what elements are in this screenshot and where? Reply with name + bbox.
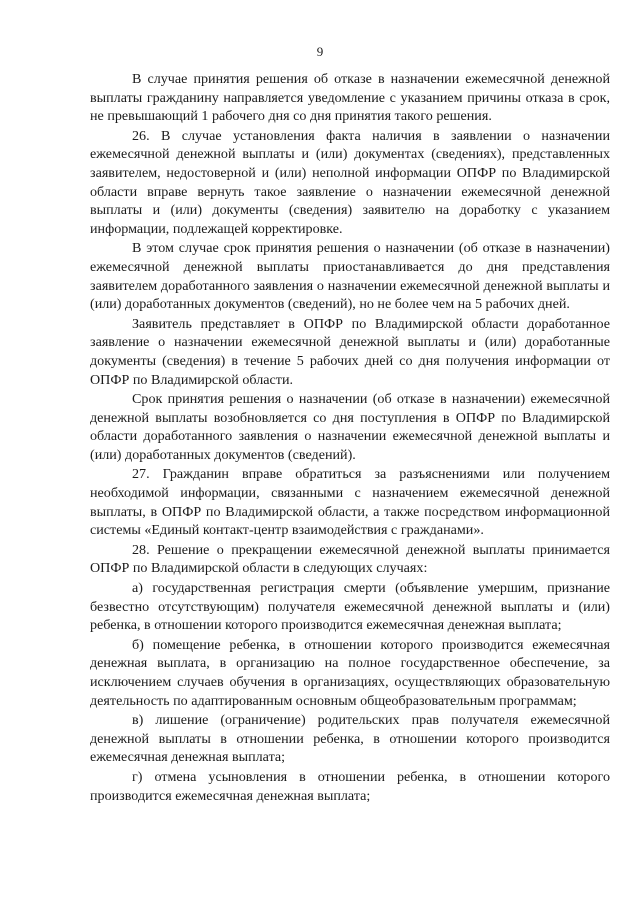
paragraph-revised-submission: Заявитель представляет в ОПФР по Владимирской области доработанное заявление о назначении ежемесячной денежной выплаты и (или) доработанные документы (сведения) в течение 5 рабочих дней со дня получения информации от ОПФР по Владимирской области. [90,315,610,388]
paragraph-term-resumption: Срок принятия решения о назначении (об отказе в назначении) ежемесячной денежной выплаты возобновляется со дня поступления в ОПФР по Владимирской области доработанного заявления о назначении ежемесячной денежной выплаты и (или) доработанных документов (сведений). [90,391,610,463]
list-item-a: а) государственная регистрация смерти (объявление умершим, признание безвестно отсутствующим) получателя ежемесячной денежной выплаты и (или) ребенка, в отношении которого производится ежемесячная денежная выплата; [90,580,610,634]
paragraph-26: 26. В случае установления факта наличия в заявлении о назначении ежемесячной денежной выплаты и (или) документах (сведениях), представленных заявителем, недостоверной и (или) неполной информации ОПФР по Владимирской области вправе вернуть такое заявление о назначении ежемесячной денежной выплаты и (или) документы (сведения) заявителю на доработку с указанием информации, подлежащей корректировке. [90,127,610,237]
document-body [90,70,610,806]
page-number: 9 [316,44,324,59]
list-item-g: г) отмена усыновления в отношении ребенка, в отношении которого производится ежемесячная денежная выплата; [90,768,610,804]
list-item-v: в) лишение (ограничение) родительских прав получателя ежемесячной денежной выплаты в отношении ребенка, в отношении которого производится ежемесячная денежная выплата; [90,712,610,766]
paragraph-28: 28. Решение о прекращении ежемесячной денежной выплаты принимается ОПФР по Владимирской области в следующих случаях: [90,541,610,577]
paragraph-27: 27. Гражданин вправе обратиться за разъяснениями или получением необходимой информации, связанными с назначением ежемесячной денежной выплаты, в ОПФР по Владимирской области, а также посредством информационной системы «Единый контакт-центр взаимодействия с гражданами». [90,466,610,539]
paragraph-refusal-notice: В случае принятия решения об отказе в назначении ежемесячной денежной выплаты гражданину направляется уведомление с указанием причины отказа в срок, не превышающий 1 рабочего дня со дня принятия такого решения. [90,71,610,125]
paragraph-suspension-term: В этом случае срок принятия решения о назначении (об отказе в назначении) ежемесячной денежной выплаты приостанавливается до дня представления заявителем доработанного заявления о назначении ежемесячной денежной выплаты и (или) доработанных документов (сведений), но не более чем на 5 рабочих дней. [90,240,610,313]
list-item-b: б) помещение ребенка, в отношении которого производится ежемесячная денежная выплата, в организацию на полное государственное обеспечение, за исключением случаев обучения в организациях, осуществляющих образовательную деятельность по адаптированным основным общеобразовательным программам; [90,636,610,709]
